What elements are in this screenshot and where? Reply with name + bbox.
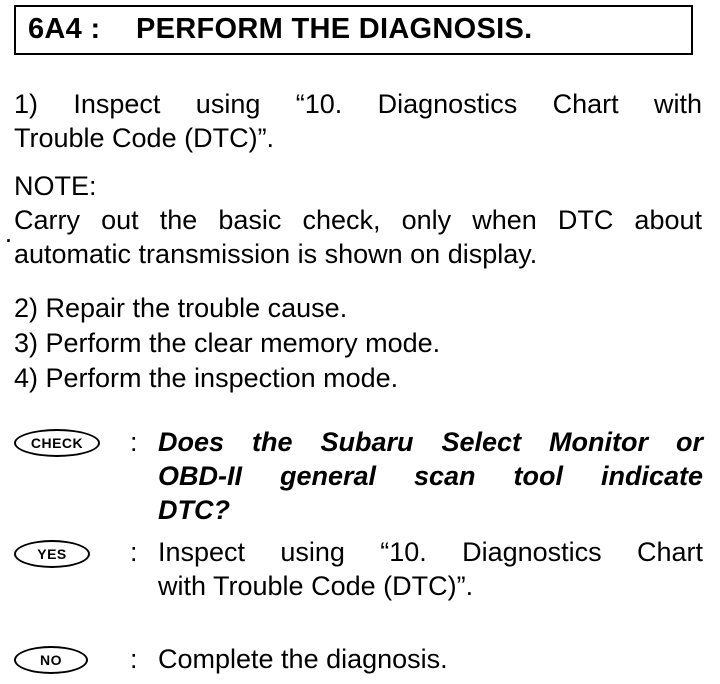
step-1-line-1: 1) Inspect using “10. Diagnostics Chart with: [14, 89, 702, 119]
note-line-1: Carry out the basic check, only when DTC about: [14, 205, 702, 235]
step-1-line-2: Trouble Code (DTC)”.: [14, 123, 275, 153]
no-icon: NO: [14, 646, 88, 674]
check-colon: :: [130, 427, 138, 457]
yes-answer: [158, 535, 703, 603]
no-colon: :: [130, 644, 138, 674]
check-question-line-1: Does the Subaru Select Monitor or: [158, 427, 703, 457]
note-label: NOTE:: [14, 171, 97, 201]
check-question-line-3: DTC?: [158, 495, 230, 525]
yes-answer-line-2: with Trouble Code (DTC)”.: [158, 571, 474, 601]
step-2: 2) Repair the trouble cause.: [14, 293, 348, 323]
yes-colon: :: [130, 537, 138, 567]
yes-icon: YES: [14, 540, 90, 568]
note-bullet-icon: ·: [4, 224, 13, 254]
check-icon: CHECK: [14, 429, 100, 457]
section-title: [28, 13, 533, 46]
yes-answer-line-1: Inspect using “10. Diagnostics Chart: [158, 537, 703, 567]
no-answer-line-1: Complete the diagnosis.: [158, 644, 448, 674]
note-line-2: automatic transmission is shown on display.: [14, 239, 538, 269]
step-4: 4) Perform the inspection mode.: [14, 363, 399, 393]
step-3: 3) Perform the clear memory mode.: [14, 328, 441, 358]
section-header: [14, 5, 693, 55]
section-code: 6A4 :: [28, 13, 101, 45]
section-heading: PERFORM THE DIAGNOSIS.: [136, 13, 533, 45]
no-answer: [158, 642, 448, 676]
check-question: [158, 425, 703, 527]
check-question-line-2: OBD-II general scan tool indicate: [158, 461, 703, 491]
